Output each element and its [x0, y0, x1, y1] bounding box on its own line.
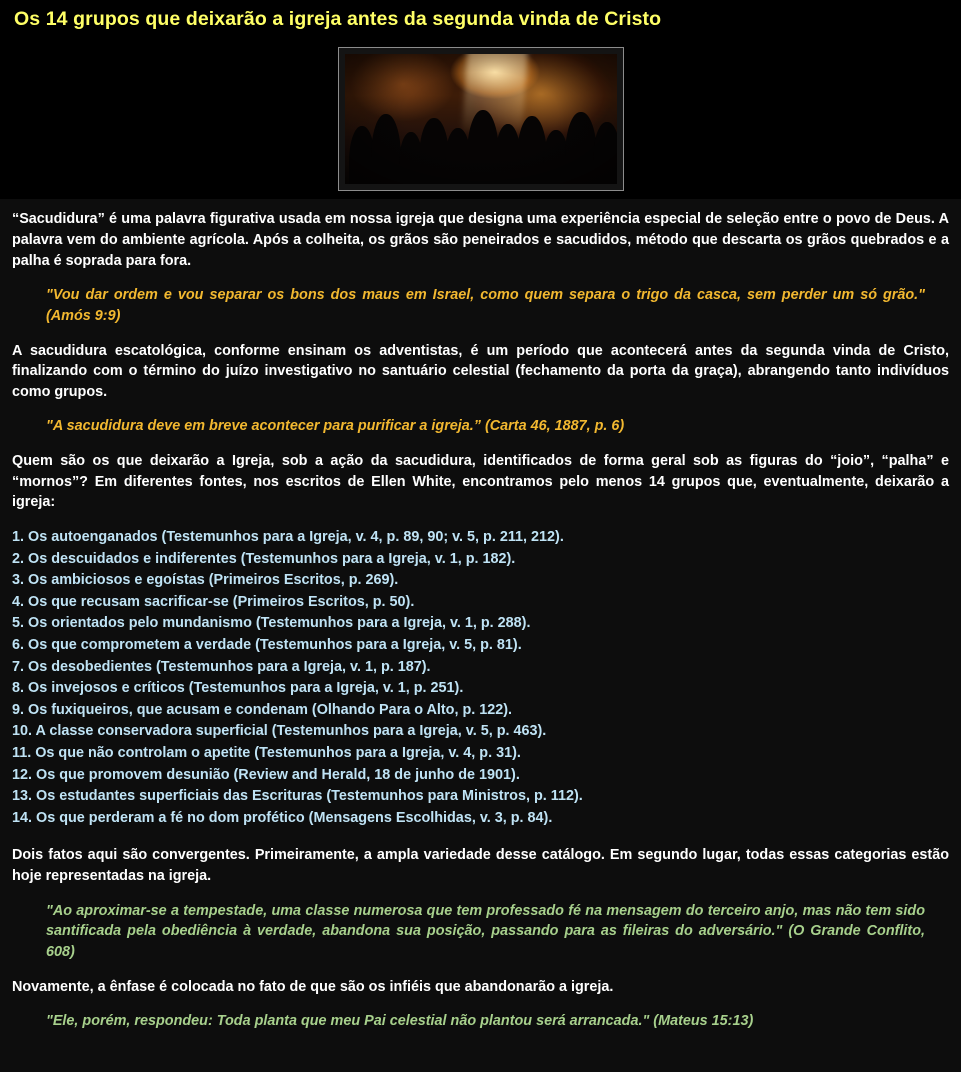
list-item: 3. Os ambiciosos e egoístas (Primeiros Escritos, p. 269). [12, 572, 399, 589]
list-item: 14. Os que perderam a fé no dom profético (Mensagens Escolhidas, v. 3, p. 84). [12, 809, 553, 826]
quote-carta-46: "A sacudidura deve em breve acontecer para purificar a igreja.” (Carta 46, 1887, p. 6) [46, 418, 625, 435]
list-item: 2. Os descuidados e indiferentes (Testemunhos para a Igreja, v. 1, p. 182). [12, 550, 516, 567]
title-band [0, 0, 961, 41]
article-figure [0, 41, 961, 199]
paragraph-4: Dois fatos aqui são convergentes. Primeiramente, a ampla variedade desse catálogo. Em segundo lugar, todas essas categorias estão hoje representadas na igreja. [12, 847, 949, 885]
photo-vignette [345, 54, 617, 184]
paragraph-5: Novamente, a ênfase é colocada no fato de que são os infiéis que abandonarão a igreja. [12, 978, 614, 995]
list-item: 8. Os invejosos e críticos (Testemunhos para a Igreja, v. 1, p. 251). [12, 680, 464, 697]
list-item: 12. Os que promovem desunião (Review and Herald, 18 de junho de 1901). [12, 766, 520, 783]
quote-mateus: "Ele, porém, respondeu: Toda planta que meu Pai celestial não plantou será arrancada." (Mateus 15:13) [46, 1013, 754, 1030]
paragraph-2: A sacudidura escatológica, conforme ensinam os adventistas, é um período que acontecerá antes da segunda vinda de Cristo, finalizando com o término do juízo investigativo no santuário celestial (fechamento da porta da graça), abrangendo tanto indivíduos como grupos. [12, 342, 949, 400]
quote-amos: "Vou dar ordem e vou separar os bons dos maus em Israel, como quem separa o trigo da casca, sem perder um só grão." (Amós 9:9) [46, 287, 925, 324]
list-item: 10. A classe conservadora superficial (Testemunhos para a Igreja, v. 5, p. 463). [12, 723, 547, 740]
list-item: 4. Os que recusam sacrificar-se (Primeiros Escritos, p. 50). [12, 593, 415, 610]
list-item: 5. Os orientados pelo mundanismo (Testemunhos para a Igreja, v. 1, p. 288). [12, 615, 531, 632]
crowd-silhouettes-photo [345, 54, 617, 184]
page-title: Os 14 grupos que deixarão a igreja antes da segunda vinda de Cristo [14, 8, 662, 30]
groups-list [12, 527, 949, 830]
paragraph-3: Quem são os que deixarão a Igreja, sob a ação da sacudidura, identificados de forma geral sob as figuras do “joio”, “palha” e “mornos”? Em diferentes fontes, nos escritos de Ellen White, encontramos pelo menos 14 grupos que, eventualmente, deixarão a igreja: [12, 453, 949, 511]
list-item: 6. Os que comprometem a verdade (Testemunhos para a Igreja, v. 5, p. 81). [12, 636, 522, 653]
paragraph-1: “Sacudidura” é uma palavra figurativa usada em nossa igreja que designa uma experiência especial de seleção entre o povo de Deus. A palavra vem do ambiente agrícola. Após a colheita, os grãos são peneirados e sacudidos, método que descarta os grãos quebrados e a palha é soprada para fora. [12, 211, 949, 269]
list-item: 1. Os autoenganados (Testemunhos para a Igreja, v. 4, p. 89, 90; v. 5, p. 211, 212). [12, 528, 564, 545]
photo-frame [338, 47, 624, 191]
list-item: 7. Os desobedientes (Testemunhos para a Igreja, v. 1, p. 187). [12, 658, 431, 675]
article-body [0, 199, 961, 1072]
list-item: 9. Os fuxiqueiros, que acusam e condenam (Olhando Para o Alto, p. 122). [12, 701, 513, 718]
quote-grande-conflito: "Ao aproximar-se a tempestade, uma classe numerosa que tem professado fé na mensagem do terceiro anjo, mas não tem sido santificada pela obediência à verdade, abandona sua posição, passando para as fileiras do adversário." (O Grande Conflito, 608) [46, 902, 925, 961]
list-item: 13. Os estudantes superficiais das Escrituras (Testemunhos para Ministros, p. 112). [12, 788, 583, 805]
list-item: 11. Os que não controlam o apetite (Testemunhos para a Igreja, v. 4, p. 31). [12, 745, 521, 762]
